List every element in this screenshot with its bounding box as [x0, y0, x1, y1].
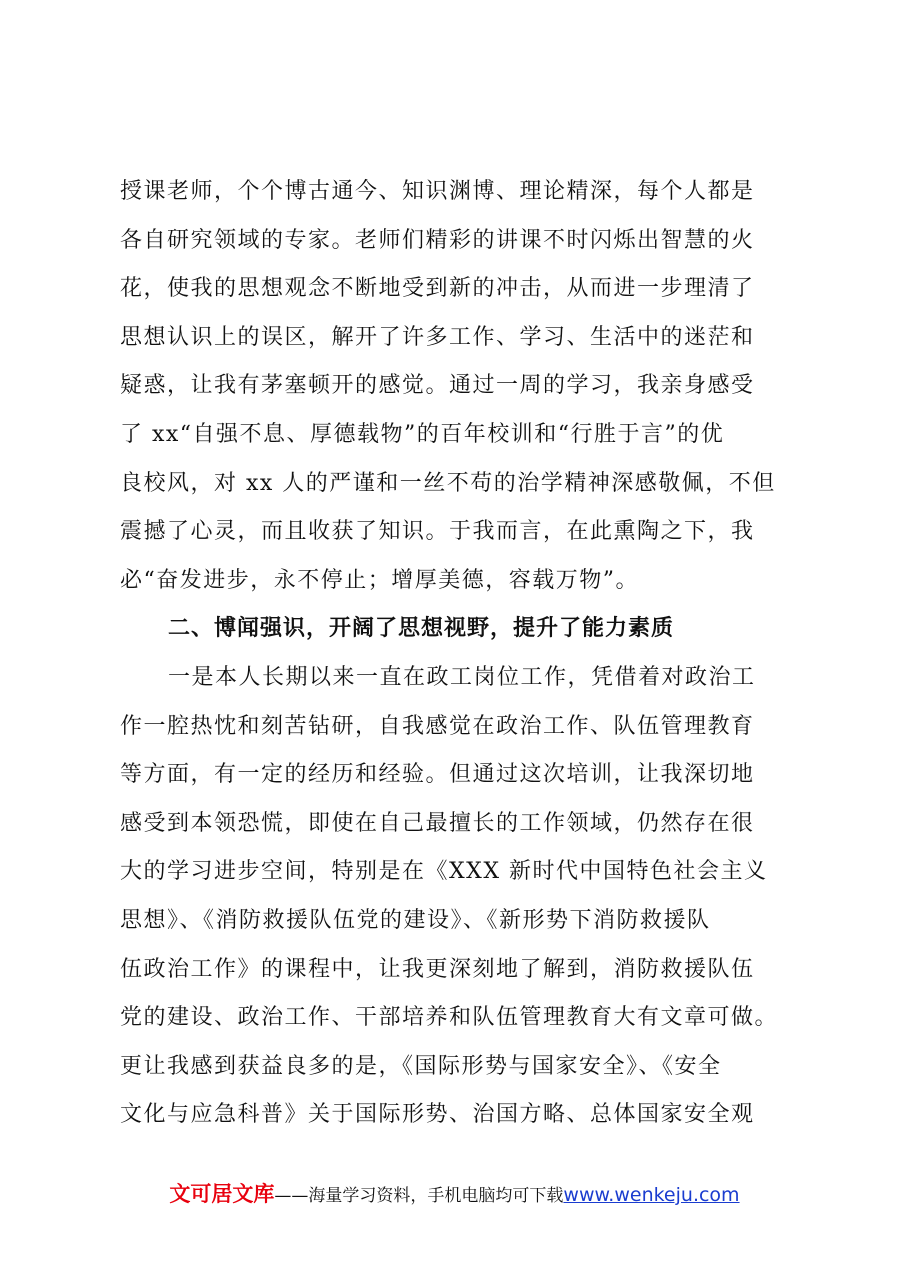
text-line: 思想》、《消防救援队伍党的建设》、《新形势下消防救援队	[120, 907, 711, 933]
text-line: 授课老师，个个博古通今、知识渊博、理论精深，每个人都是	[120, 179, 755, 204]
text-line: 作一腔热忱和刻苦钻研，自我感觉在政治工作、队伍管理教育	[120, 713, 755, 739]
section-heading: 二、博闻强识，开阔了思想视野，提升了能力素质	[168, 616, 675, 642]
document-body	[120, 168, 792, 1140]
footer-tagline: ——海量学习资料，手机电脑均可下载	[274, 1186, 564, 1206]
text-line: 必“奋发进步，永不停止；增厚美德，容载万物”。	[120, 567, 639, 593]
text-line: 良校风，对 xx 人的严谨和一丝不苟的治学精神深感敬佩，不但	[120, 470, 776, 496]
text-line: 花，使我的思想观念不断地受到新的冲击，从而进一步理清了	[120, 276, 755, 302]
text-line: 疑惑，让我有茅塞顿开的感觉。通过一周的学习，我亲身感受	[120, 373, 755, 399]
text-line: 大的学习进步空间，特别是在《XXX 新时代中国特色社会主义	[120, 859, 768, 885]
text-line: 党的建设、政治工作、干部培养和队伍管理教育大有文章可做。	[120, 1005, 779, 1031]
text-line: 各自研究领域的专家。老师们精彩的讲课不时闪烁出智慧的火	[120, 227, 755, 253]
footer-brand: 文可居文库	[169, 1182, 275, 1206]
paragraph-first-line: 一是本人长期以来一直在政工岗位工作，凭借着对政治工	[168, 664, 756, 690]
footer-site-link[interactable]: www.wenkeju.com	[563, 1184, 740, 1206]
text-line: 文化与应急科普》关于国际形势、治国方略、总体国家安全观	[120, 1102, 755, 1128]
text-line: 更让我感到获益良多的是，《国际形势与国家安全》、《安全	[120, 1053, 722, 1079]
text-line: 伍政治工作》的课程中，让我更深刻地了解到，消防救援队伍	[120, 956, 755, 982]
text-line: 了 xx“自强不息、厚德载物”的百年校训和“行胜于言”的优	[120, 421, 725, 447]
text-line: 感受到本领恐慌，即使在自己最擅长的工作领域，仍然存在很	[120, 810, 755, 836]
text-line: 震撼了心灵，而且收获了知识。于我而言，在此熏陶之下，我	[120, 519, 755, 545]
text-line: 等方面，有一定的经历和经验。但通过这次培训，让我深切地	[120, 762, 755, 788]
footer-banner	[0, 1178, 909, 1208]
text-line: 思想认识上的误区，解开了许多工作、学习、生活中的迷茫和	[120, 324, 755, 350]
